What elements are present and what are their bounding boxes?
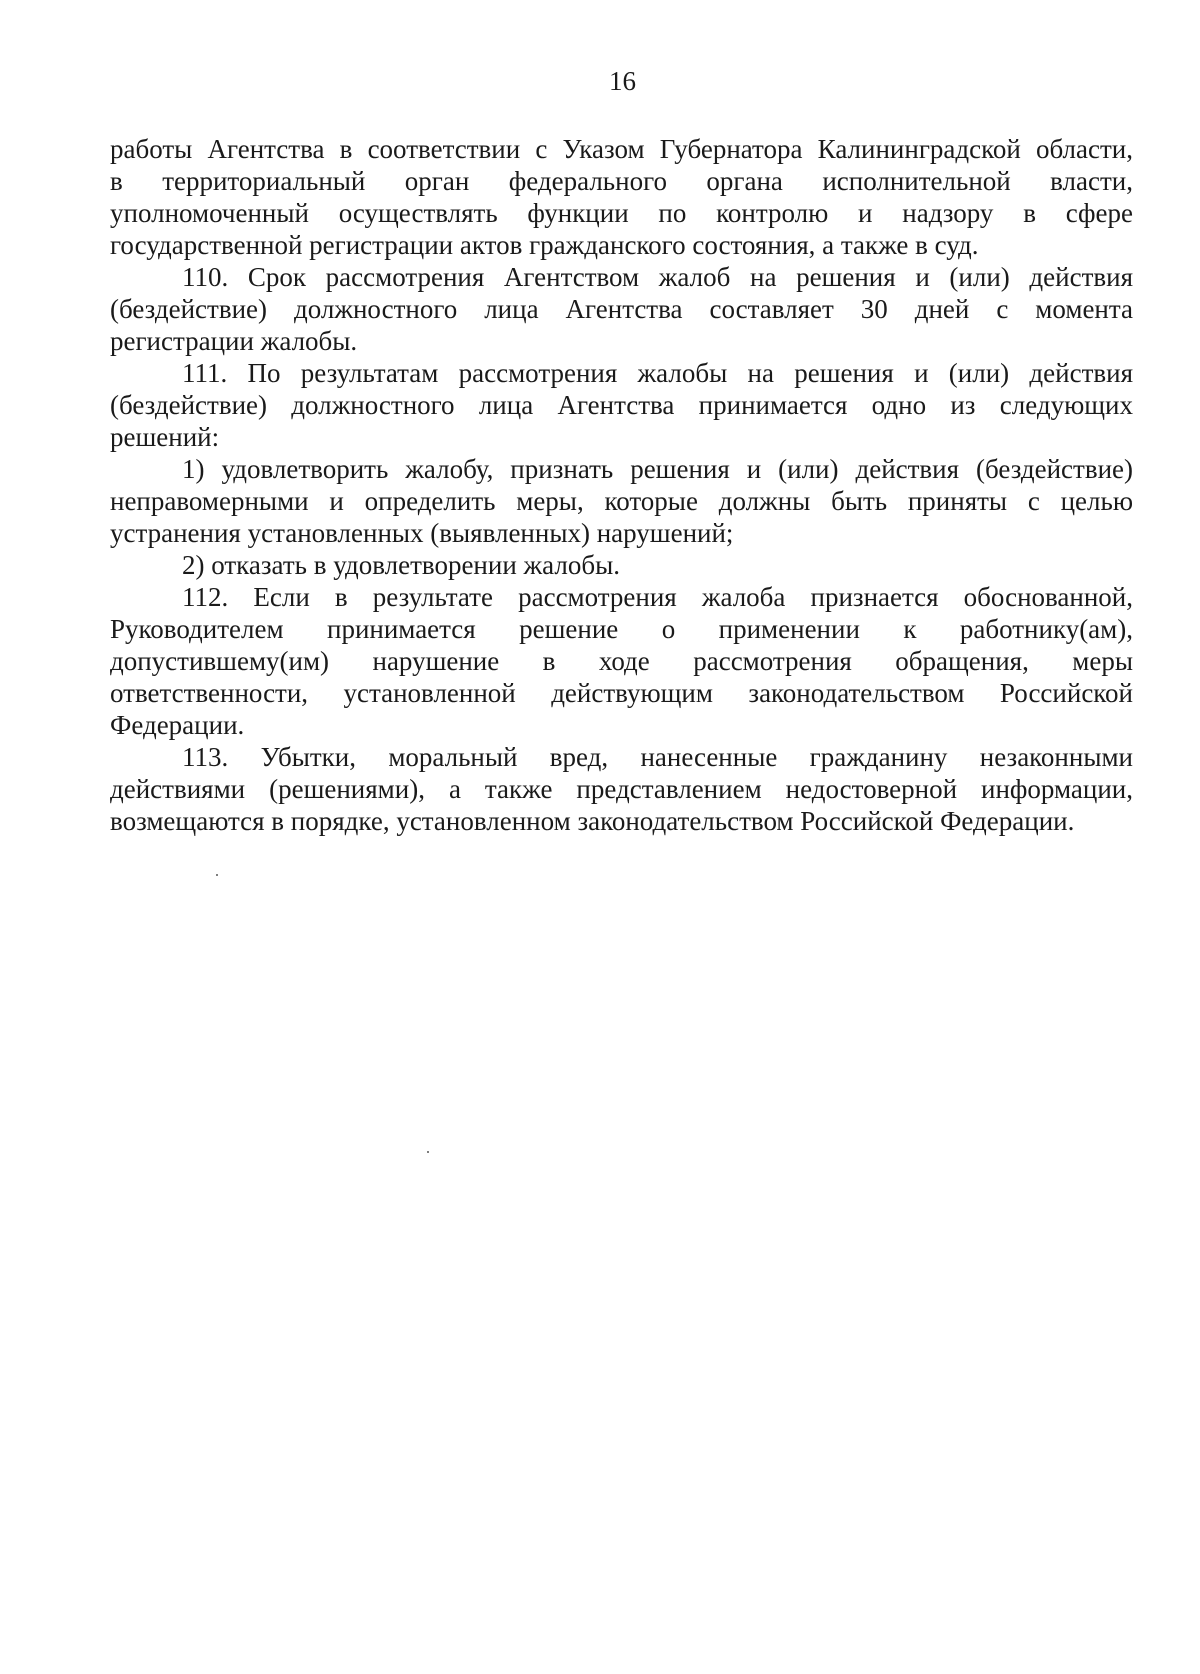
document-body (110, 133, 1133, 837)
text-line: 113. Убытки, моральный вред, нанесенные гражданину незаконными (182, 742, 1133, 772)
text-line: государственной регистрации актов гражданского состояния, а также в суд. (110, 230, 979, 260)
text-line: 2) отказать в удовлетворении жалобы. (182, 550, 620, 580)
text-line: 1) удовлетворить жалобу, признать решения и (или) действия (бездействие) (182, 454, 1133, 484)
text-line: (бездействие) должностного лица Агентства составляет 30 дней с момента (110, 294, 1133, 324)
text-line: работы Агентства в соответствии с Указом Губернатора Калининградской области, (110, 134, 1133, 164)
text-line: неправомерными и определить меры, которые должны быть приняты с целью (110, 486, 1133, 516)
page-number: 16 (609, 66, 636, 96)
text-line: 112. Если в результате рассмотрения жалоба признается обоснованной, (182, 582, 1133, 612)
text-line: в территориальный орган федерального органа исполнительной власти, (110, 166, 1133, 196)
text-line: 110. Срок рассмотрения Агентством жалоб на решения и (или) действия (182, 262, 1133, 292)
text-line: решений: (110, 422, 220, 452)
text-line: возмещаются в порядке, установленном законодательством Российской Федерации. (110, 806, 1075, 836)
text-line: Руководителем принимается решение о применении к работнику(ам), (110, 614, 1133, 644)
text-line: устранения установленных (выявленных) нарушений; (110, 518, 734, 548)
text-line: допустившему(им) нарушение в ходе рассмотрения обращения, меры (110, 646, 1133, 676)
text-line: Федерации. (110, 710, 245, 740)
text-line: уполномоченный осуществлять функции по контролю и надзору в сфере (110, 198, 1133, 228)
text-line: регистрации жалобы. (110, 326, 358, 356)
text-line: (бездействие) должностного лица Агентства принимается одно из следующих (110, 390, 1133, 420)
scan-speck (427, 1151, 429, 1153)
text-line: 111. По результатам рассмотрения жалобы на решения и (или) действия (182, 358, 1133, 388)
scan-speck (216, 874, 218, 876)
text-line: действиями (решениями), а также представлением недостоверной информации, (110, 774, 1133, 804)
text-line: ответственности, установленной действующим законодательством Российской (110, 678, 1133, 708)
